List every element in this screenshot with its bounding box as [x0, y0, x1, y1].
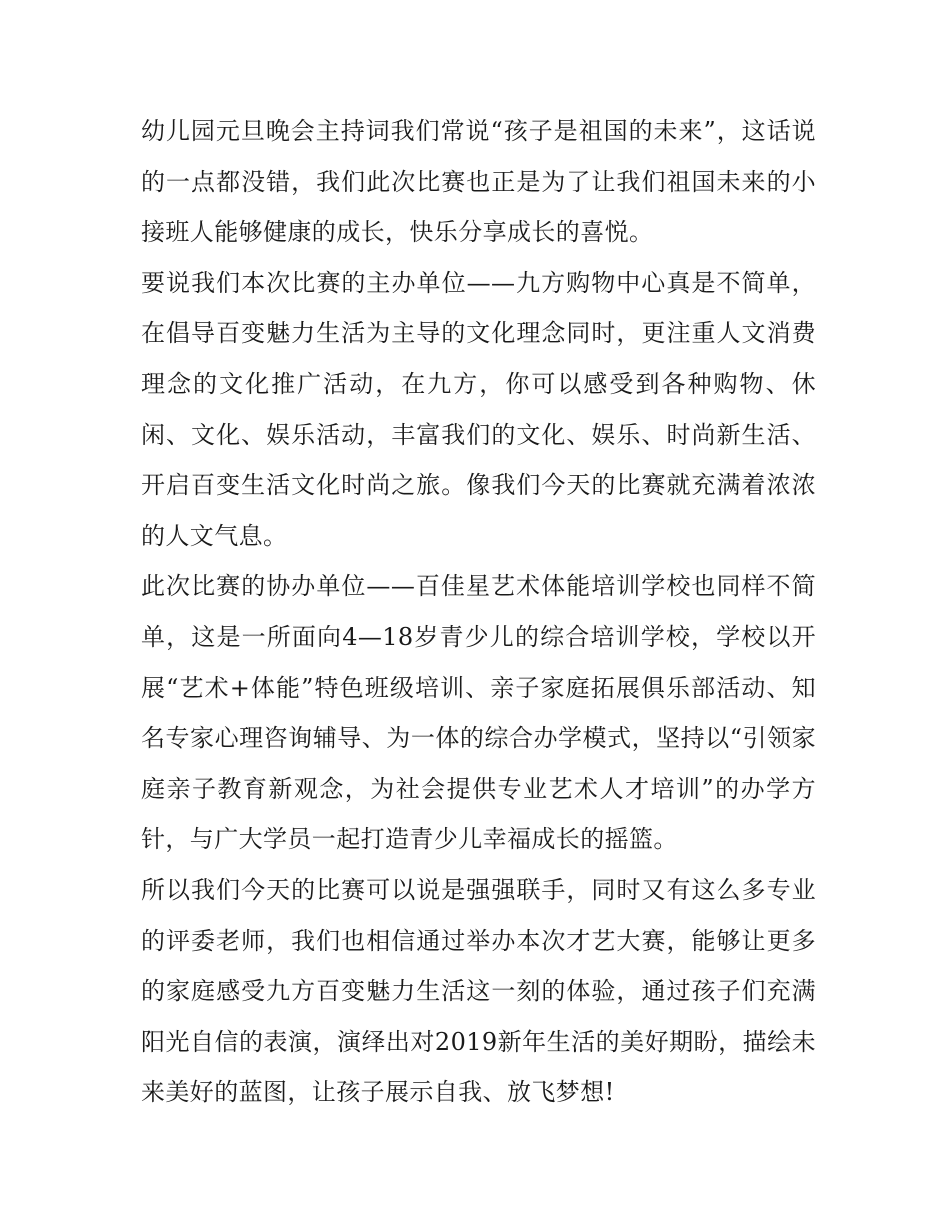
paragraph-conclusion: 所以我们今天的比赛可以说是强强联手，同时又有这么多专业的评委老师，我们也相信通过举办本次才艺大赛，能够让更多的家庭感受九方百变魅力生活这一刻的体验，通过孩子们充满阳光自信的表演，演绎出对2019新年生活的美好期盼，描绘未来美好的蓝图，让孩子展示自我、放飞梦想!	[141, 875, 816, 1107]
paragraph-intro: 幼儿园元旦晚会主持词我们常说“孩子是祖国的未来”，这话说的一点都没错，我们此次比赛也正是为了让我们祖国未来的小接班人能够健康的成长，快乐分享成长的喜悦。	[141, 117, 816, 247]
document-body	[141, 106, 816, 1118]
paragraph-co-organizer: 此次比赛的协办单位——百佳星艺术体能培训学校也同样不简单，这是一所面向4—18岁青少儿的综合培训学校，学校以开展“艺术+体能”特色班级培训、亲子家庭拓展俱乐部活动、知名专家心理咨询辅导、为一体的综合办学模式，坚持以“引领家庭亲子教育新观念，为社会提供专业艺术人才培训”的办学方针，与广大学员一起打造青少儿幸福成长的摇篮。	[141, 572, 816, 854]
paragraph-organizer: 要说我们本次比赛的主办单位——九方购物中心真是不简单，在倡导百变魅力生活为主导的文化理念同时，更注重人文消费理念的文化推广活动，在九方，你可以感受到各种购物、休闲、文化、娱乐活动，丰富我们的文化、娱乐、时尚新生活、开启百变生活文化时尚之旅。像我们今天的比赛就充满着浓浓的人文气息。	[141, 268, 816, 550]
